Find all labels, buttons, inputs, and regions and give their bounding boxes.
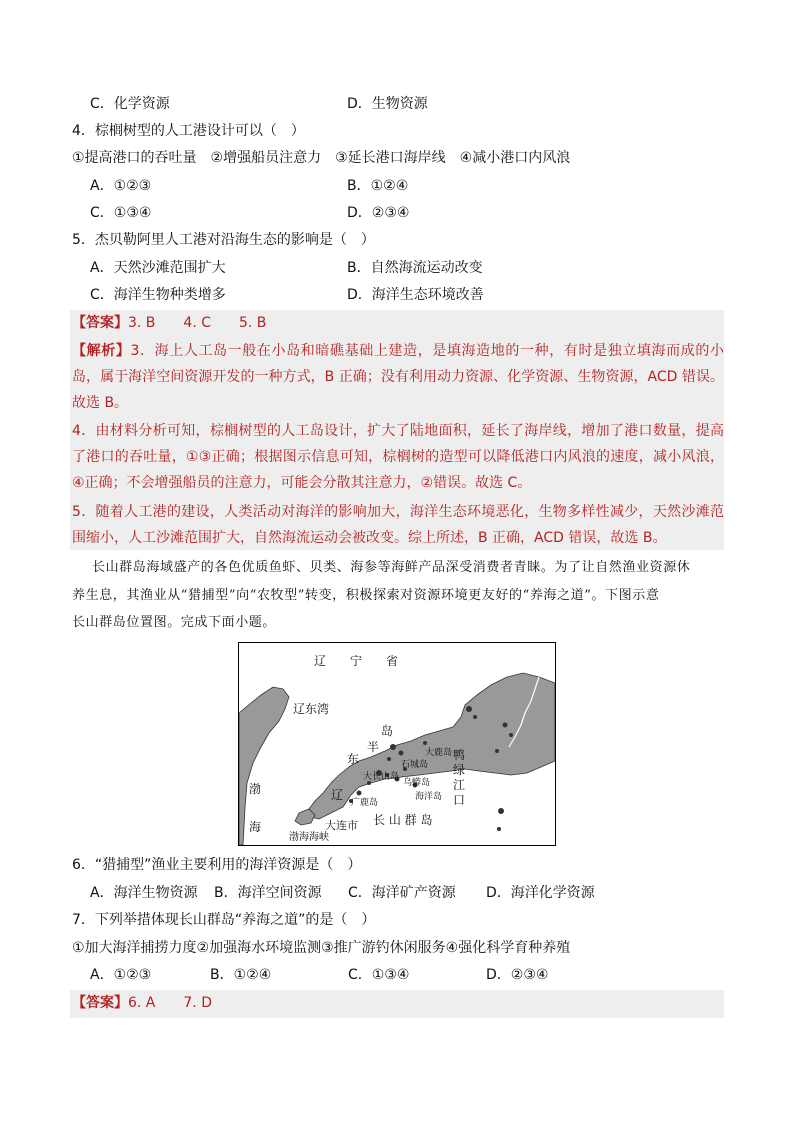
label-haiyang-island: 海洋岛 — [415, 792, 443, 802]
q7-option-b: B．①②④ — [210, 967, 272, 983]
material-line-3: 长山群岛位置图。完成下面小题。 — [72, 615, 277, 630]
q4-option-d: D．②③④ — [347, 205, 410, 221]
q7-option-c: C．①③④ — [348, 967, 410, 983]
label-yalu-2: 绿 — [453, 763, 466, 777]
q7-option-a: A．①②③ — [90, 967, 152, 983]
analysis-q3 — [72, 338, 724, 416]
answer-1 — [72, 313, 266, 333]
q6-option-d: D．海洋化学资源 — [486, 885, 595, 901]
analysis-label: 【解析】 — [72, 343, 131, 359]
label-dong: 东 — [347, 752, 360, 766]
q5-option-b: B．自然海流运动改变 — [347, 260, 483, 276]
q6-stem: 6．“猎捕型”渔业主要利用的海洋资源是（ ） — [72, 857, 362, 873]
label-shicheng-island: 石城岛 — [401, 760, 429, 770]
label-ban: 半 — [367, 740, 380, 754]
label-dachangshan-island: 大长山岛 — [363, 772, 400, 782]
label-dalian: 大连市 — [325, 819, 358, 832]
q3-option-c: C．化学资源 — [90, 96, 170, 112]
answer-2-label: 【答案】 — [72, 995, 128, 1011]
q7-items: ①加大海洋捕捞力度②加强海水环境监测③推广游钓休闲服务④强化科学育种养殖 — [72, 940, 571, 956]
q6-option-b: B．海洋空间资源 — [214, 885, 322, 901]
label-dalu-island: 大鹿岛 — [425, 748, 453, 758]
material-line-1: 长山群岛海域盛产的各色优质鱼虾、贝类、海参等海鲜产品深受消费者青睐。为了让自然渔业资源休 — [92, 560, 691, 575]
answer-text: 3. B 4. C 5. B — [128, 315, 267, 331]
q5-option-d: D．海洋生态环境改善 — [347, 287, 484, 303]
q6-option-c: C．海洋矿产资源 — [348, 885, 456, 901]
analysis-q5: 5．随着人工港的建设，人类活动对海洋的影响加大，海洋生态环境恶化，生物多样性减少，天然沙滩范围缩小，人工沙滩范围扩大，自然海流运动会被改变。综上所述，B 正确，ACD 错误，故选 B。 — [72, 504, 724, 546]
q4-option-a: A．①②③ — [90, 178, 152, 194]
label-yalu-4: 口 — [453, 793, 466, 807]
q4-option-b: B．①②④ — [347, 178, 409, 194]
label-strait: 渤海海峡 — [289, 832, 329, 843]
answer-label: 【答案】 — [72, 315, 128, 331]
label-bo: 渤 — [249, 782, 262, 796]
q5-option-a: A．天然沙滩范围扩大 — [90, 260, 226, 276]
q3-option-d: D．生物资源 — [347, 96, 428, 112]
answer-block-2 — [70, 990, 724, 1018]
changshan-islands-map — [238, 642, 556, 846]
q4-option-c: C．①③④ — [90, 205, 152, 221]
label-liaoning: 辽 宁 省 — [314, 654, 399, 668]
label-dao: 岛 — [381, 724, 394, 738]
q5-stem: 5．杰贝勒阿里人工港对沿海生态的影响是（ ） — [72, 232, 375, 248]
analysis-q4: 4．由材料分析可知，棕榈树型的人工岛设计，扩大了陆地面积，延长了海岸线，增加了港口数量，提高了港口的吞吐量，①③正确；根据图示信息可知，棕榈树的造型可以降低港口内风浪的速度，减小风浪，④正确；不会增强船员的注意力，可能会分散其注意力，②错误。故选 C。 — [72, 423, 724, 491]
label-liao: 辽 — [331, 788, 344, 802]
label-yalu-1: 鸭 — [453, 748, 466, 762]
answer-2 — [72, 993, 212, 1013]
q7-option-d: D．②③④ — [486, 967, 549, 983]
label-yalu-3: 江 — [453, 778, 466, 792]
label-changshan: 长 山 群 岛 — [373, 813, 433, 827]
q4-stem: 4．棕榈树型的人工港设计可以（ ） — [72, 123, 305, 139]
analysis-q3-text: 3．海上人工岛一般在小岛和暗礁基础上建造，是填海造地的一种，有时是独立填海而成的小岛，属于海洋空间资源开发的一种方式，B 正确；没有利用动力资源、化学资源、生物资源，ACD 错误。故选 B。 — [72, 343, 725, 411]
label-guanglu-island: 广鹿岛 — [351, 798, 379, 808]
q4-items: ①提高港口的吞吐量 ②增强船员注意力 ③延长港口海岸线 ④减小港口内风浪 — [72, 150, 571, 166]
answer-analysis-block-1 — [70, 310, 724, 550]
material-line-2: 养生息，其渔业从“猎捕型”向“农牧型”转变，积极探索对资源环境更友好的“养海之道”。下图示意 — [72, 588, 660, 603]
label-liaodong-bay: 辽东湾 — [293, 702, 330, 716]
label-hai: 海 — [249, 820, 262, 834]
q5-option-c: C．海洋生物种类增多 — [90, 287, 226, 303]
answer-2-text: 6. A 7. D — [128, 995, 212, 1011]
q6-option-a: A．海洋生物资源 — [90, 885, 198, 901]
q7-stem: 7．下列举措体现长山群岛“养海之道”的是（ ） — [72, 912, 376, 928]
label-wuhu-island: 乌蟒岛 — [403, 778, 431, 788]
west-land — [239, 687, 289, 845]
